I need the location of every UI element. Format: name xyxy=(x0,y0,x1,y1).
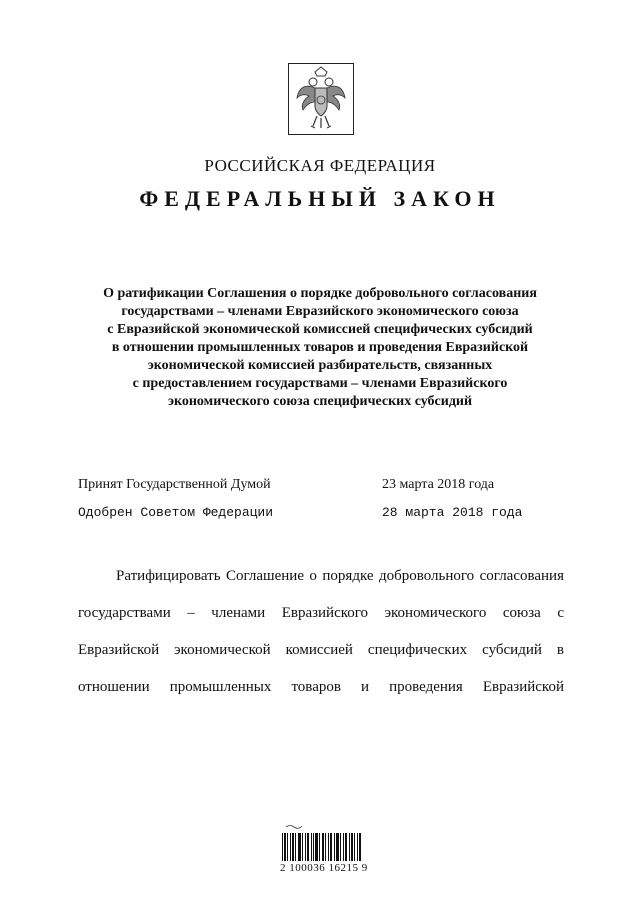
barcode-number: 2 100036 16215 9 xyxy=(280,862,368,874)
body-text-line: отношении промышленных товаров и проведения Евразийской xyxy=(78,679,564,695)
document-type-title: ФЕДЕРАЛЬНЫЙ ЗАКОН xyxy=(139,186,501,211)
adoption-duma-date: 23 марта 2018 года xyxy=(382,477,495,492)
subject-line: экономической комиссией разбирательств, связанных xyxy=(147,358,493,373)
russian-coat-of-arms-icon xyxy=(288,63,354,135)
subject-line: О ратификации Соглашения о порядке добровольного согласования xyxy=(103,286,537,301)
country-title: РОССИЙСКАЯ ФЕДЕРАЦИЯ xyxy=(204,156,436,175)
subject-line: с предоставлением государствами – членами Евразийского xyxy=(132,376,508,391)
body-text-line: Ратифицировать Соглашение о порядке добровольного согласования xyxy=(116,568,564,584)
adoption-council-label: Одобрен Советом Федерации xyxy=(78,505,274,520)
adoption-duma-label: Принят Государственной Думой xyxy=(78,477,271,492)
adoption-council-date: 28 марта 2018 года xyxy=(382,505,523,520)
body-text-line: Евразийской экономической комиссией специфических субсидий в xyxy=(78,642,564,658)
subject-line: экономического союза специфических субсидий xyxy=(167,394,473,409)
subject-line: с Евразийской экономической комиссией специфических субсидий xyxy=(107,322,533,337)
subject-line: государствами – членами Евразийского экономического союза xyxy=(121,304,519,319)
subject-line: в отношении промышленных товаров и проведения Евразийской xyxy=(111,340,529,355)
body-text-line: государствами – членами Евразийского экономического союза с xyxy=(78,605,564,621)
law-subject xyxy=(60,285,580,411)
